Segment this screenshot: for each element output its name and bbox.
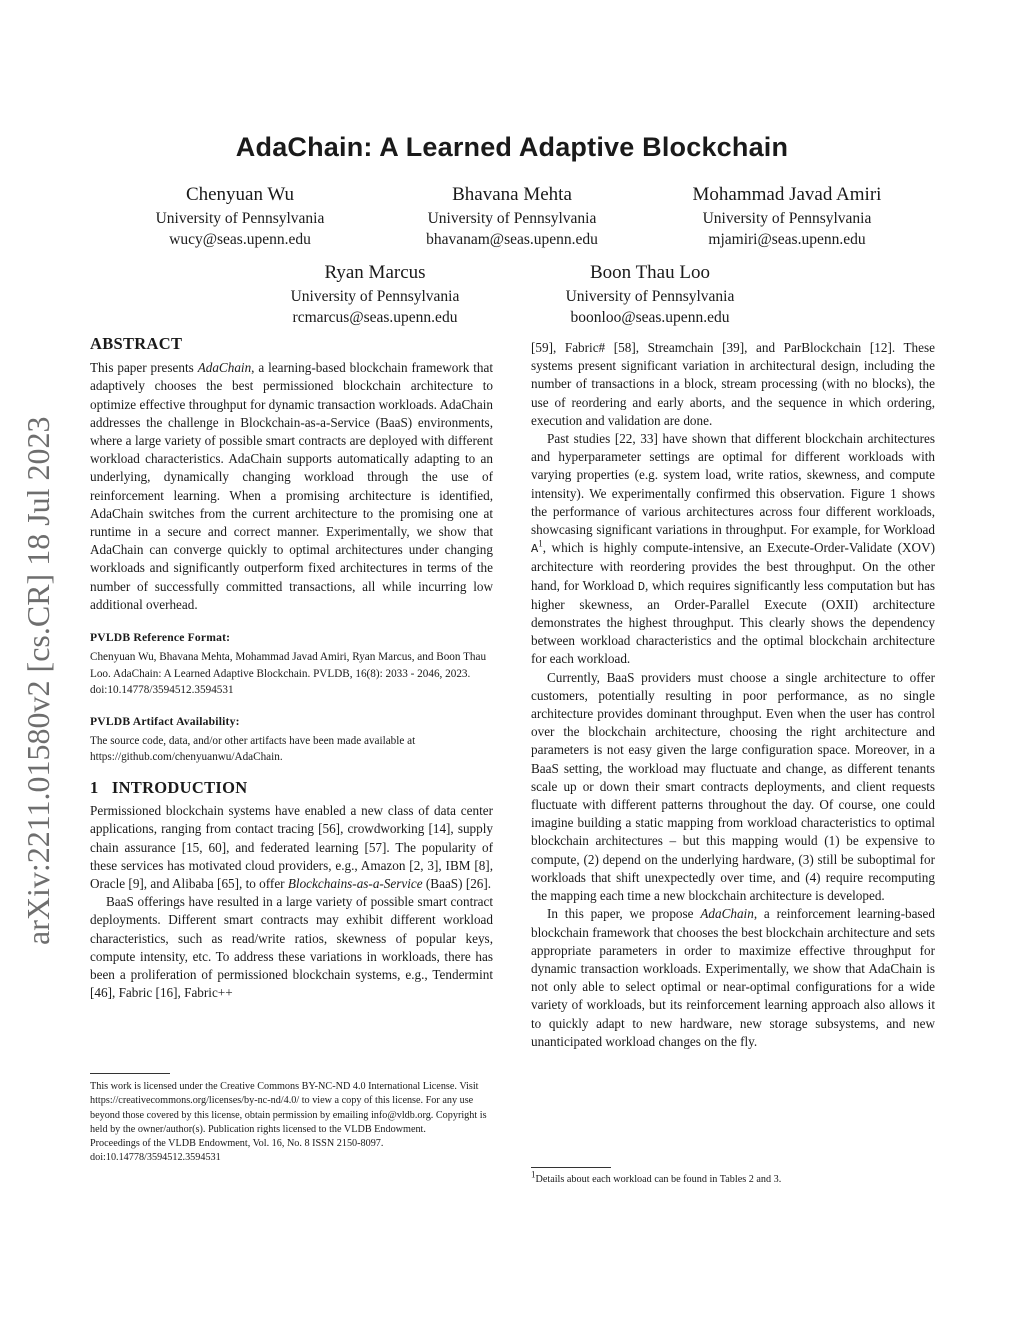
author-affiliation: University of Pennsylvania bbox=[290, 288, 460, 305]
intro-paragraph: BaaS offerings have resulted in a large variety of possible smart contract deployments. Different smart contracts may exhibit different workload characteristics, such as read/write ratios, skewness of popular keys, compute intensity, etc. To address these variations in workloads, there has been a proliferation of permissioned blockchain systems, e.g., Tendermint [46], Fabric [16], Fabric++ bbox=[90, 894, 493, 1001]
author-block bbox=[382, 182, 642, 250]
author-name: Chenyuan Wu bbox=[185, 184, 295, 205]
author-email: mjamiri@seas.upenn.edu bbox=[708, 231, 866, 248]
intro-heading bbox=[90, 779, 493, 797]
author-email: boonloo@seas.upenn.edu bbox=[570, 309, 730, 326]
author-affiliation: University of Pennsylvania bbox=[565, 288, 735, 305]
abstract-text: This paper presents AdaChain, a learning-based blockchain framework that adaptively chooses the best permissioned blockchain architecture to optimize effective throughput for dynamic transaction workloads. AdaChain addresses the challenge in Blockchain-as-a-Service (BaaS) environments, where a large variety of possible smart contracts are deployed with different workload characteristics. AdaChain supports automatically adapting to an underlying, dynamically changing workload through the use of reinforcement learning. When a promising architecture is identified, AdaChain switches from the current architecture to the promising one at runtime in a secure and correct manner. Experimentally, we show that AdaChain can converge quickly to optimal architectures under changing workloads and significantly outperform fixed architectures in terms of the number of successfully committed transactions, all while incurring low additional overhead. bbox=[90, 360, 493, 612]
reference-doi: doi:10.14778/3594512.3594531 bbox=[90, 684, 234, 697]
left-column bbox=[90, 335, 493, 1002]
footnote-text: Details about each workload can be found in Tables 2 and 3. bbox=[535, 1174, 782, 1185]
arxiv-identifier: arXiv:2211.01580v2 [cs.CR] 18 Jul 2023 bbox=[20, 416, 56, 945]
intro-paragraph: [59], Fabric# [58], Streamchain [39], and ParBlockchain [12]. These systems present significant variation in architectural design, including the number of transactions in a block, stream processing (with no blocks), the use of reordering and early aborts, and the sequence in which ordering, execution and validation are done. bbox=[531, 340, 935, 428]
footnote-doi: doi:10.14778/3594512.3594531 bbox=[90, 1152, 221, 1164]
intro-paragraph: In this paper, we propose AdaChain, a reinforcement learning-based blockchain framework that chooses the best blockchain architecture and sets appropriate parameters in order to maximize effective throughput for dynamic transaction workloads. Experimentally, we show that AdaChain is not only able to select optimal or near-optimal configurations for a wide variety of workloads, but its reinforcement learning approach also allows it to quickly adapt to new hardware, new storage subsystems, and new unanticipated workload changes on the fly. bbox=[531, 906, 935, 1049]
section-title: INTRODUCTION bbox=[111, 777, 248, 797]
abstract-heading: ABSTRACT bbox=[90, 334, 183, 353]
paper-title: AdaChain: A Learned Adaptive Blockchain bbox=[235, 132, 789, 162]
artifact-text: The source code, data, and/or other artifacts have been made available at https://github.com/chenyuanwu/AdaChain. bbox=[90, 734, 416, 764]
intro-paragraph: Permissioned blockchain systems have enabled a new class of data center applications, ranging from contact tracing [56], crowdworking [14], supply chain assurance [15, 60], and federated learning [57]. The popularity of these services has motivated cloud providers, e.g., Amazon [2, 3], IBM [8], Oracle [9], and Alibaba [65], to offer Blockchains-as-a-Service (BaaS) [26]. bbox=[90, 803, 493, 891]
author-affiliation: University of Pennsylvania bbox=[702, 210, 872, 227]
author-name: Bhavana Mehta bbox=[452, 184, 572, 205]
author-email: wucy@seas.upenn.edu bbox=[169, 231, 311, 248]
section-number: 1 bbox=[90, 777, 99, 797]
author-name: Ryan Marcus bbox=[324, 262, 426, 283]
author-block bbox=[520, 260, 780, 328]
author-affiliation: University of Pennsylvania bbox=[427, 210, 597, 227]
author-block bbox=[652, 182, 922, 250]
workload-footnote bbox=[531, 1169, 935, 1187]
footnote-rule bbox=[90, 1073, 170, 1074]
artifact-heading: PVLDB Artifact Availability: bbox=[90, 714, 240, 728]
author-block bbox=[245, 260, 505, 328]
author-email: rcmarcus@seas.upenn.edu bbox=[292, 309, 458, 326]
author-block bbox=[110, 182, 370, 250]
author-email: bhavanam@seas.upenn.edu bbox=[426, 231, 598, 248]
author-affiliation: University of Pennsylvania bbox=[155, 210, 325, 227]
proceedings-line: Proceedings of the VLDB Endowment, Vol. 16, No. 8 ISSN 2150-8097. bbox=[90, 1138, 384, 1150]
author-name: Mohammad Javad Amiri bbox=[692, 184, 882, 205]
intro-paragraph: Past studies [22, 33] have shown that different blockchain architectures and hyperparameter settings are optimal for different workloads with varying properties (e.g. system load, write ratios, skewness, and compute intensity). We experimentally confirmed this observation. Figure 1 shows the performance of various architectures across four different workloads, showcasing significant variations in throughput. For example, for Workload $A^1$, which is highly compute-intensive, an Execute-Order-Validate (XOV) architecture with reordering provides the best throughput. On the other hand, for Workload D, which requires significantly less computation but has higher skewness, an Order-Parallel Execute (OXII) architecture demonstrates the highest throughput. This clearly shows the dependency between workload characteristics and the optimal blockchain architecture for each workload. bbox=[531, 431, 935, 667]
license-footnote bbox=[90, 1080, 493, 1166]
reference-format-text: Chenyuan Wu, Bhavana Mehta, Mohammad Javad Amiri, Ryan Marcus, and Boon Thau Loo. AdaChain: A Learned Adaptive Blockchain. PVLDB, 16(8): 2033 - 2046, 2023. bbox=[90, 651, 487, 680]
footnote-rule bbox=[531, 1167, 611, 1168]
right-column bbox=[531, 339, 935, 1051]
reference-format-heading: PVLDB Reference Format: bbox=[90, 631, 231, 645]
author-name: Boon Thau Loo bbox=[590, 262, 710, 283]
footnote-mark: 1 bbox=[531, 1169, 536, 1180]
license-text: This work is licensed under the Creative Commons BY-NC-ND 4.0 International License. Visit https://creativecommons.org/licenses/by-nc-nd/4.0/ to view a copy of this license. For any use beyond those covered by this license, obtain permission by emailing info@vldb.org. Copyright is held by the owner/author(s). Publication rights licensed to the VLDB Endowment. bbox=[90, 1081, 487, 1135]
intro-paragraph: Currently, BaaS providers must choose a single architecture to offer customers, potentially resulting in poor performance, as no single architecture provides dominant throughput. Even when the user has control over the blockchain architecture, choosing the right architecture and parameters is not easy given the large configuration space. Moreover, in a BaaS setting, the workload may fluctuate and change, as different tenants scale up or down their smart contracts deployments, and client requests fluctuate with different patterns throughout the day. Of course, one could imagine building a static mapping from workload characteristics to optimal blockchain architectures – but this mapping would (1) be expensive to compute, (2) depend on the underlying hardware, (3) still be suboptimal for workloads that shift unexpectedly over time, and (4) require recomputing the mapping each time a new blockchain architecture is developed. bbox=[531, 669, 935, 904]
